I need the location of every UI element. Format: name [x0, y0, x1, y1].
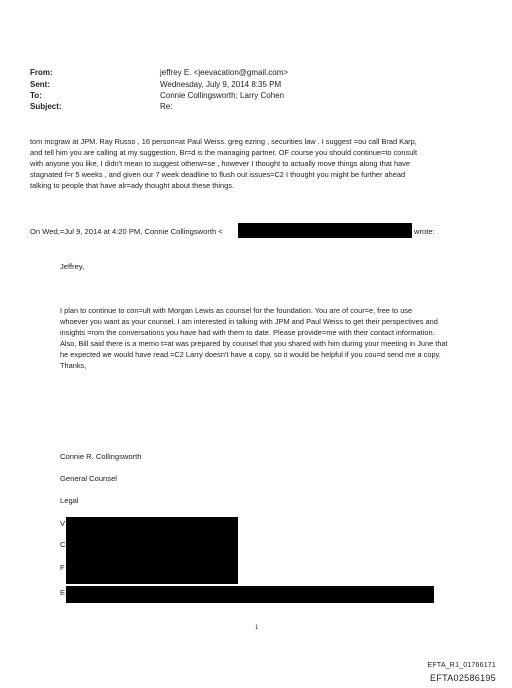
subject-label: Subject: [30, 102, 62, 111]
quote-line: whoever you want as your counsel. I am interested in talking with JPM and Paul Weiss to get their perspectives and [60, 317, 438, 326]
subject-value: Re: [160, 102, 173, 111]
signature-dept: Legal [60, 496, 79, 505]
quote-intro-wrote: wrote: [414, 227, 435, 236]
signature-name: Connie R. Collingsworth [60, 452, 142, 461]
quote-line: he expected we would have read.=C2 Larry doesn't have a copy, so it would be helpful if you cou=d send me a copy. [60, 350, 441, 359]
phone-v-label: V [60, 519, 66, 528]
redaction-block [238, 223, 412, 238]
email-e-label: E [60, 588, 66, 597]
from-value: jeffrey E. <jeevacation@gmail.com> [160, 68, 289, 77]
from-label: From: [30, 68, 53, 77]
redaction-block [66, 517, 238, 532]
body-line: with anyone you like, I didn't mean to suggest otherw=se , however I thought to actually move things along that have [30, 159, 411, 168]
quote-line: I plan to continue to con=ult with Morgan Lewis as counsel for the foundation. You are of cour=e, free to use [60, 306, 413, 315]
bates-ref-2: EFTA02586195 [430, 673, 496, 683]
bates-ref-1: EFTA_R1_01766171 [427, 662, 496, 669]
quote-line: Thanks, [60, 361, 87, 370]
redaction-block [66, 532, 238, 562]
quote-line: insights =rom the conversations you have had with them to date. Please provide=me with their contact information. [60, 328, 435, 337]
signature-title: General Counsel [60, 474, 117, 483]
page-number: 1 [255, 625, 259, 631]
body-line: tom mcgraw at JPM. Ray Russo , 16 person=at Paul Weiss. greg ezring , securities law . I suggest =ou call Brad Karp, [30, 137, 417, 146]
greeting: Jeffrey, [60, 262, 85, 271]
quoted-body [60, 305, 448, 371]
quote-line: Also, Bill said there is a memo t=at was prepared by counsel that you shared with him during your meeting in June that [60, 339, 448, 348]
message-body [30, 136, 417, 191]
body-line: talking to people that have alr=ady thought about these things. [30, 181, 235, 190]
redaction-block [66, 586, 434, 603]
redaction-block [66, 562, 238, 584]
to-value: Connie Collingsworth; Larry Cohen [160, 91, 285, 100]
sent-label: Sent: [30, 80, 50, 89]
fax-f-label: F [60, 563, 65, 572]
phone-c-label: C [60, 540, 66, 549]
body-line: and tell him you are calling at my suggestion, Br=d is the managing partner. OF course you should continue=to consult [30, 148, 417, 157]
to-label: To: [30, 91, 42, 100]
body-line: stagnated f=r 5 weeks , and given our 7 week deadline to flush out issues=C2 I thought you might be further ahead [30, 170, 406, 179]
quote-intro: On Wed,=Jul 9, 2014 at 4:20 PM, Connie Collingsworth < [30, 227, 223, 236]
sent-value: Wednesday, July 9, 2014 8:35 PM [160, 80, 282, 89]
